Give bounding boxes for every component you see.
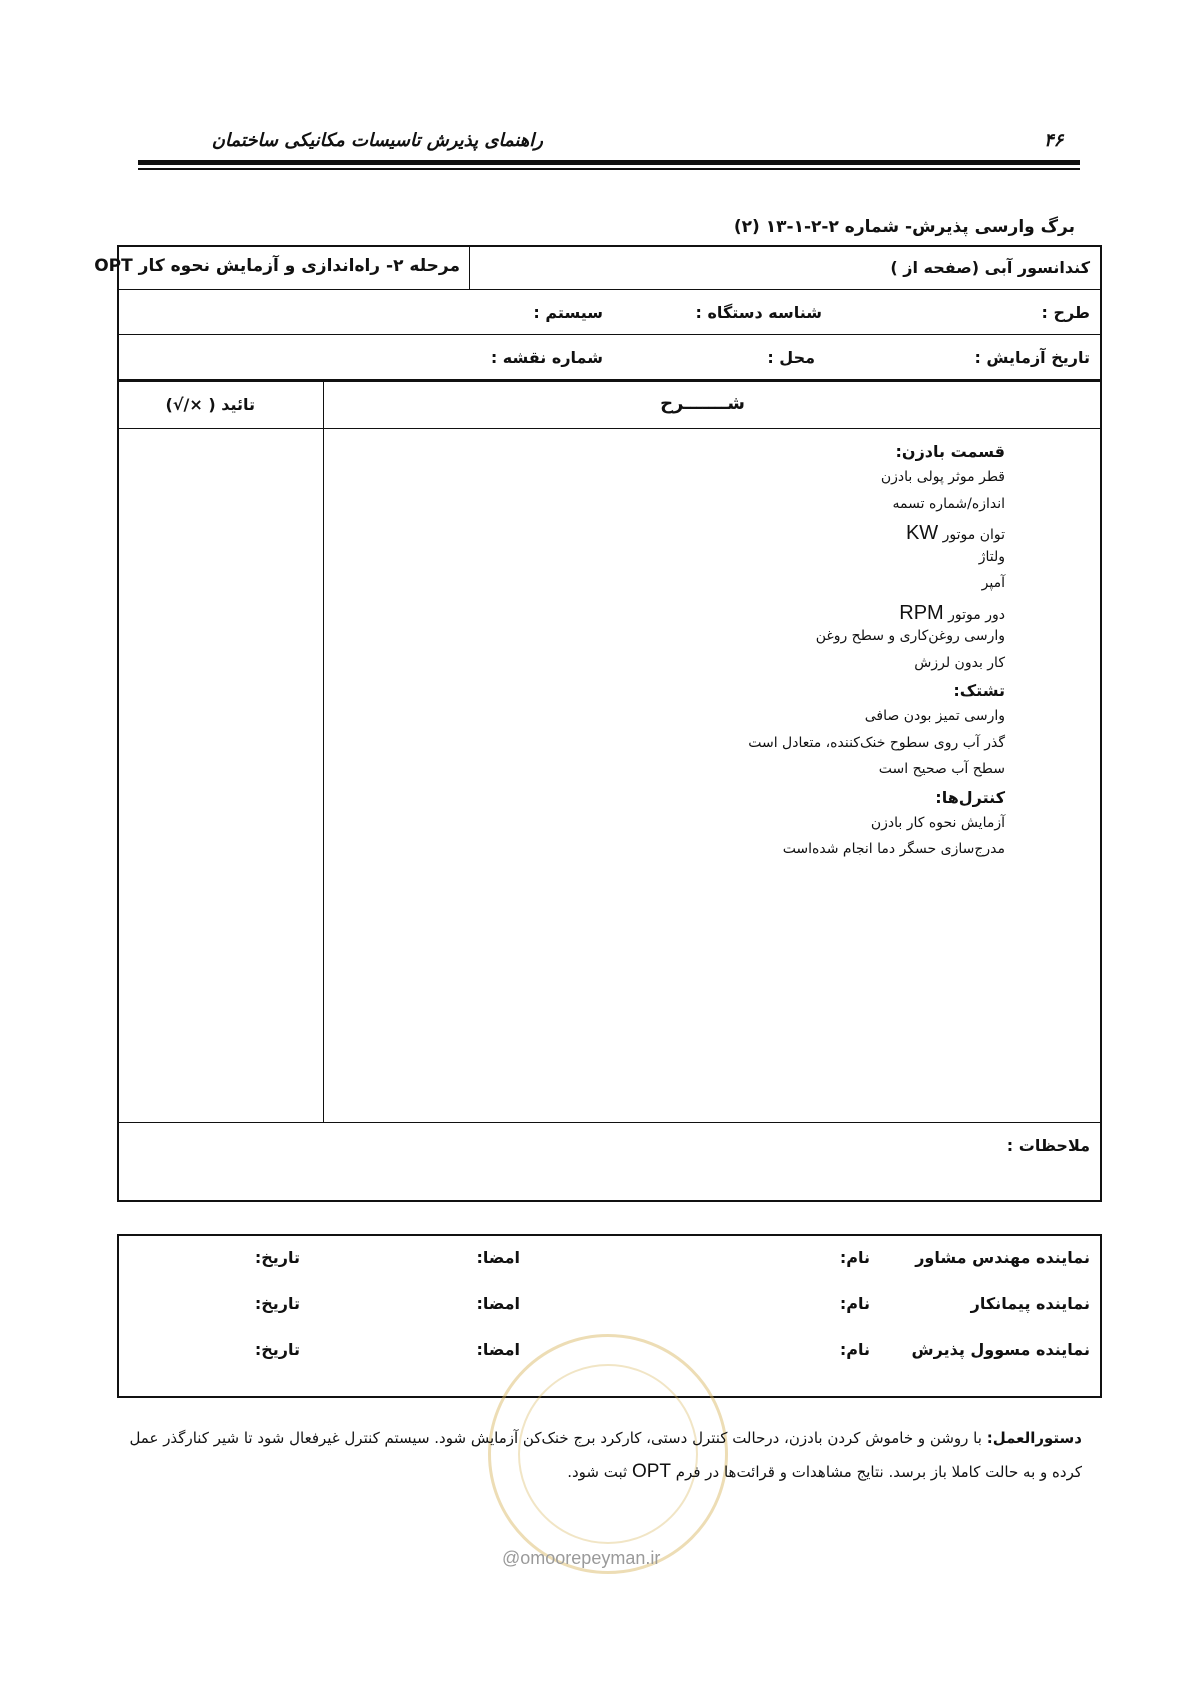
- instructions-label: دستورالعمل:: [986, 1429, 1082, 1447]
- header-rule: [138, 160, 1080, 165]
- checklist-item: [748, 735, 1005, 751]
- checklist-form: [94, 245, 1102, 1202]
- signature-role: نماینده مهندس مشاور: [915, 1248, 1090, 1267]
- checklist-item-text: دور موتور: [948, 606, 1005, 623]
- checklist-section-title: تشتک:: [953, 681, 1005, 700]
- project-field-label: طرح :: [1041, 303, 1090, 322]
- form-heading: برگ وارسی پذیرش- شماره ۲-۲-۱-۱۳ (۲): [733, 217, 1075, 237]
- instructions-opt: OPT: [631, 1461, 671, 1482]
- running-header-title: راهنمای پذیرش تاسیسات مکانیکی ساختمان: [211, 130, 543, 151]
- row-divider: [119, 428, 1100, 429]
- test-date-field-label: تاریخ آزمایش :: [974, 348, 1090, 367]
- checklist-item-text: مدرج‌سازی حسگر دما انجام شده‌است: [782, 841, 1005, 857]
- row-divider: [119, 1122, 1100, 1123]
- instructions-text-end: ثبت شود.: [567, 1463, 628, 1481]
- checklist-item-unit: KW: [905, 522, 939, 544]
- sign-label: امضا:: [476, 1340, 520, 1359]
- checklist-item: [893, 496, 1005, 512]
- checklist-item-text: کار بدون لرزش: [914, 654, 1005, 671]
- drawing-no-field-label: شماره نقشه :: [490, 348, 603, 367]
- instructions-text: با روشن و خاموش کردن بادزن، درحالت کنترل دستی، کارکرد برج خنک‌کن آزمایش شود. سیستم کنترل غیرفعال شود تا شیر کنارگذر عمل کرده و به حالت کاملا باز برسد. نتایج مشاهدات و قرائت‌ها در فرم: [129, 1429, 1082, 1481]
- checklist-item: [879, 761, 1005, 777]
- checklist-item-text: اندازه/شماره تسمه: [892, 495, 1005, 512]
- instructions: [122, 1422, 1082, 1489]
- checklist-item-text: آزمایش نحوه کار بادزن: [870, 814, 1005, 831]
- name-label: نام:: [839, 1340, 870, 1359]
- checklist-section-title: کنترل‌ها:: [935, 787, 1005, 807]
- device-id-field-label: شناسه دستگاه :: [695, 303, 822, 322]
- checklist-item: [881, 469, 1005, 485]
- approval-column-header: تائید ( ×/√): [165, 395, 255, 414]
- system-field-label: سیستم :: [533, 303, 603, 322]
- checklist-item-text: سطح آب صحیح است: [878, 761, 1005, 777]
- checklist-item: [816, 628, 1005, 644]
- stage-title: مرحله ۲- راه‌اندازی و آزمایش نحوه کار OPT: [94, 256, 460, 276]
- col-divider: [469, 247, 470, 289]
- page-number: ۴۶: [1044, 130, 1064, 151]
- location-field-label: محل :: [767, 348, 815, 367]
- date-label: تاریخ:: [254, 1248, 300, 1267]
- watermark-site: @omoorepeyman.ir: [502, 1548, 661, 1568]
- checklist-item: [865, 708, 1005, 724]
- checklist-item: [899, 602, 1005, 625]
- remarks-label: ملاحظات :: [1006, 1136, 1090, 1155]
- sign-label: امضا:: [476, 1248, 520, 1267]
- signature-role: نماینده پیمانکار: [970, 1294, 1090, 1313]
- name-label: نام:: [839, 1248, 870, 1267]
- checklist-item-text: قطر موثر پولی بادزن: [880, 469, 1005, 485]
- checklist-item-text: توان موتور: [942, 527, 1005, 543]
- checklist-item-text: آمپر: [981, 575, 1005, 591]
- signature-role: نماینده مسوول پذیرش: [911, 1340, 1090, 1359]
- checklist-item: [914, 655, 1005, 671]
- name-label: نام:: [839, 1294, 870, 1313]
- checklist-item-text: وارسی تمیز بودن صافی: [864, 708, 1005, 724]
- checklist-item: [871, 815, 1005, 831]
- equipment-title: کندانسور آبی (صفحه از ): [890, 258, 1090, 277]
- row-divider: [119, 289, 1100, 290]
- description-column-header: شـــــــرح: [660, 393, 745, 414]
- checklist-item: [906, 522, 1005, 545]
- row-divider: [119, 334, 1100, 335]
- checklist-item: [979, 549, 1005, 565]
- sign-label: امضا:: [476, 1294, 520, 1313]
- checklist-item: [783, 841, 1005, 857]
- checklist-item: [982, 575, 1005, 591]
- checklist-item-text: وارسی روغن‌کاری و سطح روغن: [815, 628, 1005, 644]
- header-rule-thin: [138, 168, 1080, 170]
- checklist-item-text: ولتاژ: [978, 548, 1005, 565]
- date-label: تاریخ:: [254, 1340, 300, 1359]
- date-label: تاریخ:: [254, 1294, 300, 1313]
- checklist-item-unit: RPM: [899, 601, 944, 624]
- checklist-item-text: گذر آب روی سطوح خنک‌کننده، متعادل است: [748, 734, 1005, 751]
- col-divider: [323, 381, 324, 1122]
- checklist-section-title: قسمت بادزن:: [895, 442, 1005, 461]
- row-divider: [119, 379, 1100, 382]
